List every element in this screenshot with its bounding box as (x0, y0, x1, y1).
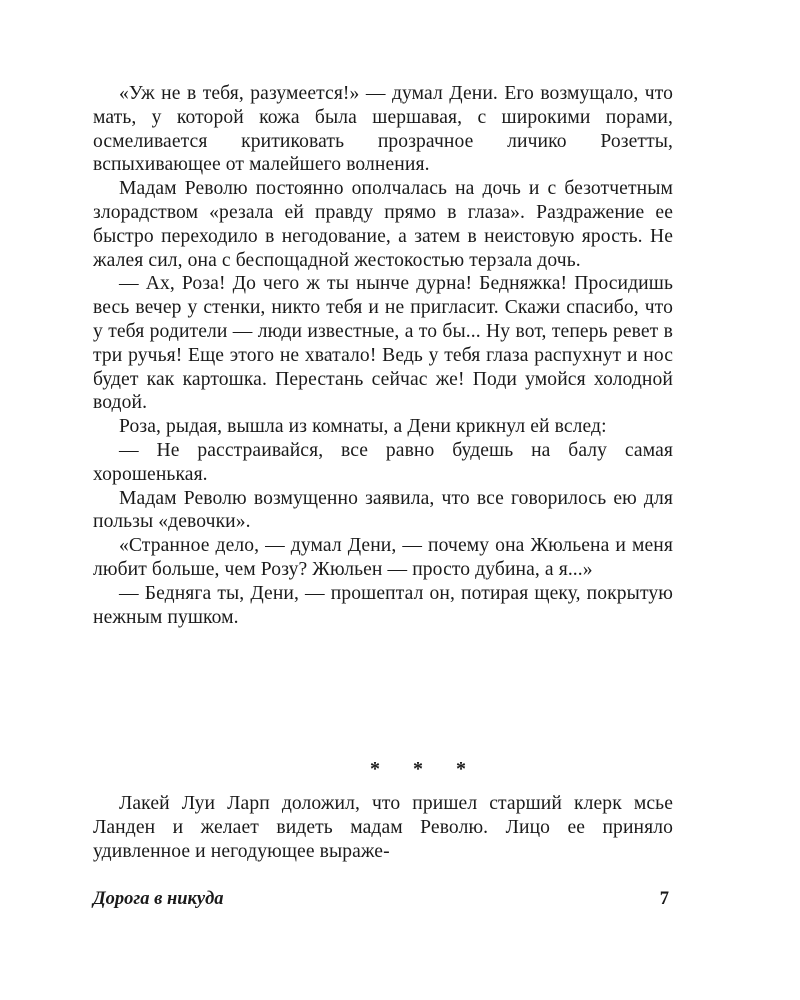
paragraph: «Странное дело, — думал Дени, — почему она Жюльена и меня любит больше, чем Розу? Жюльен — просто дубина, а я...» (93, 535, 673, 580)
page-number: 7 (659, 889, 669, 909)
paragraph: — Не расстраивайся, все равно будешь на балу самая хорошенькая. (93, 439, 673, 485)
paragraph: — Бедняга ты, Дени, — прошептал он, потирая щеку, покрытую нежным пушком. (93, 582, 673, 628)
page-footer (93, 889, 673, 910)
paragraph: Роза, рыдая, вышла из комнаты, а Дени крикнул ей вслед: (119, 416, 607, 438)
section-break: * * * (370, 758, 480, 780)
paragraph: Мадам Револю возмущенно заявила, что все говорилось ею для пользы «девочки». (93, 487, 673, 533)
after-break-block (93, 792, 673, 863)
running-footer-title: Дорога в никуда (93, 889, 224, 909)
paragraph: Мадам Револю постоянно ополчалась на дочь и с безотчетным злорадством «резала ей правду прямо в глаза». Раздражение ее быстро переходило в негодование, а затем в неистовую ярость. Не жалея сил, она с беспощадной жестокостью терзала дочь. (93, 178, 673, 271)
paragraph: — Ах, Роза! До чего ж ты нынче дурна! Бедняжка! Просидишь весь вечер у стенки, никто тебя и не пригласит. Скажи спасибо, что у тебя родители — люди известные, а то бы... Ну вот, теперь ревет в три ручья! Еще этого не хватало! Ведь у тебя глаза распухнут и нос будет как картошка. Перестань сейчас же! Поди умойся холодной водой. (93, 273, 673, 414)
paragraph: Лакей Луи Ларп доложил, что пришел старший клерк мсье Ланден и желает видеть мадам Револю. Лицо ее приняло удивленное и негодующее выраже- (93, 793, 673, 862)
paragraph: «Уж не в тебя, разумеется!» — думал Дени. Его возмущало, что мать, у которой кожа была шершавая, с широкими порами, осмеливается критиковать прозрачное личико Розетты, вспыхивающее от малейшего волнения. (93, 83, 673, 176)
page-body (93, 82, 673, 862)
